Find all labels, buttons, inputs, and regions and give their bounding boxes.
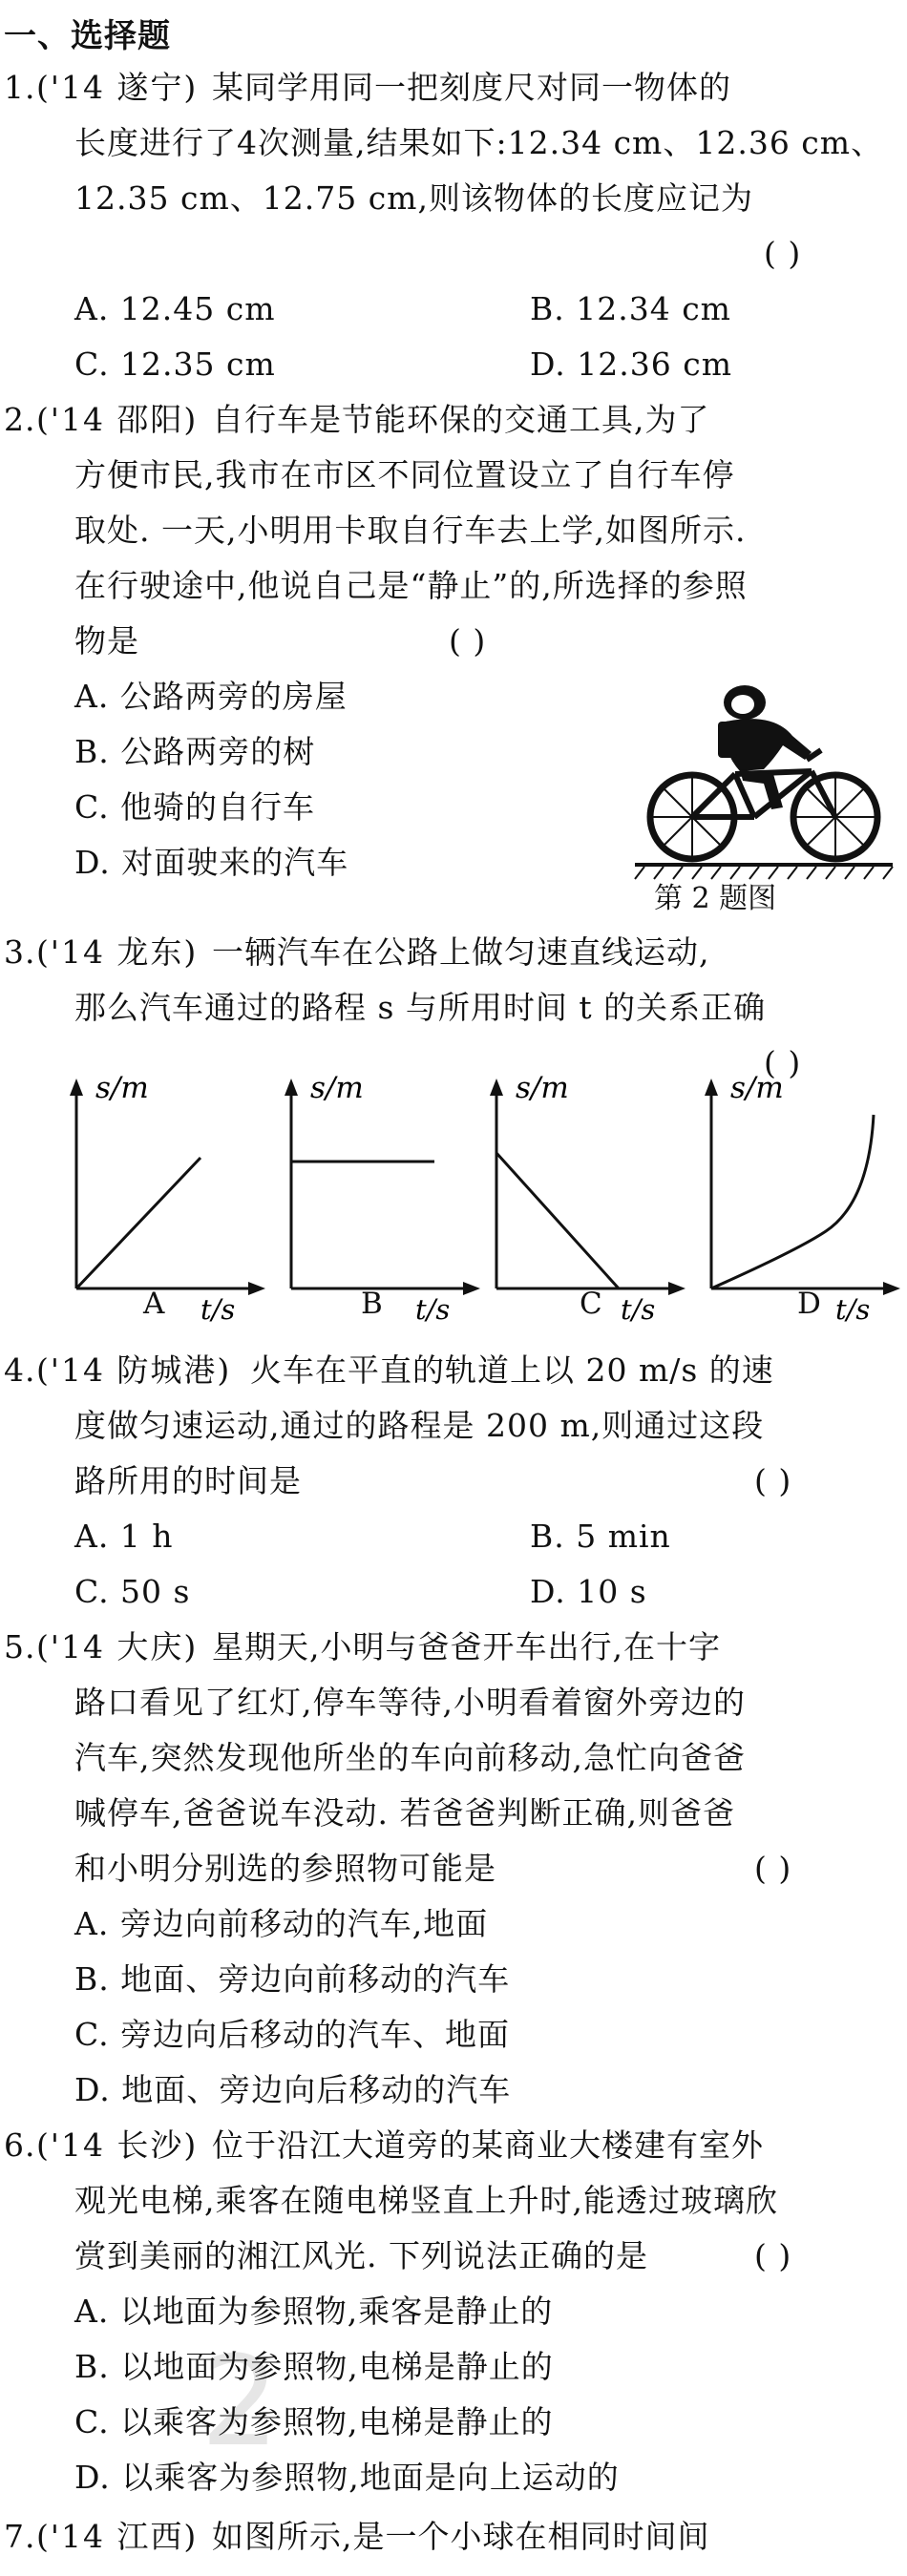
q3-graph-label-c[interactable]: C <box>580 1287 602 1321</box>
q7-text-1: 如图所示,是一个小球在相同时间间 <box>212 2518 710 2555</box>
q4-text-3: 路所用的时间是 <box>74 1462 302 1499</box>
page: 一、选择题 1. ('14 遂宁) 某同学用同一把刻度尺对同一物体的 长度进行了4次测量,结果如下:12.34 cm、12.36 cm、 12.35 cm、12.75 cm,则该物体的长度应记为 ( ) A. 12.45 cm B. 12.34 cm C. 12.35 cm D. 12.36 cm 2. ('14 邵阳) 自行车是节能环保的交通工具,为了 方便市民,我市在市区不同位置设立了自行车停 取处. 一天,小明用卡取自行车去上学,如图所示. 在行驶途中,他说自己是“静止”的,所选择的参照 物是 ( ) A. 公路两旁的房屋 B. 公路两旁的树 C. 他骑的自行车 D. 对面驶来的汽车 第 2 题图 3. ('14 龙东) 一辆汽车在公路上做匀速直线运动, 那么汽车通过的路程 s 与所用时间 t 的关系正确 ( ) s/m t/s s/m t/s s/m t/s s/m t/s A B C D 4. ('14 防城港) 火车在平直的轨道上以 20 m/s 的速 度做匀速运动,通过的路程是 200 m,则通过这段 路所用的时间是 ( ) A. 1 h B. 5 min C. 50 s D. 10 s 5. ('14 大庆) 星期天,小明与爸爸开车出行,在十字 路口看见了红灯,停车等待,小明看着窗外旁边的 汽车,突然发现他所坐的车向前移动,急忙向爸爸 喊停车,爸爸说车没动. 若爸爸判断正确,则爸爸 和小明分别选的参照物可能是 ( ) A. 旁边向前移动的汽车,地面 B. 地面、旁边向前移动的汽车 C. 旁边向后移动的汽车、地面 D. 地面、旁边向后移动的汽车 6. ('14 长沙) 位于沿江大道旁的某商业大楼建有室外 观光电梯,乘客在随电梯竖直上升时,能透过玻璃欣 赏到美丽的湘江风光. 下列说法正确的是 ( ) 2 A. 以地面为参照物,乘客是静止的 B. 以地面为参照物,电梯是静止的 C. 以乘客为参照物,电梯是静止的 D. 以乘客为参照物,地面是向上运动的 7. ('14 江西) 如图所示,是一个小球在相同时间间 <box>0 0 907 2576</box>
q3-graph-c <box>477 1069 687 1326</box>
q5-text-1: 星期天,小明与爸爸开车出行,在十字 <box>212 1628 721 1665</box>
q6-text-1: 位于沿江大道旁的某商业大楼建有室外 <box>212 2126 764 2164</box>
q3-graph-a-x-label: t/s <box>200 1293 236 1326</box>
q3-text-1: 一辆汽车在公路上做匀速直线运动, <box>212 933 710 971</box>
q5-number: 5. <box>4 1628 36 1665</box>
q5-option-b[interactable]: B. 地面、旁边向前移动的汽车 <box>74 1960 511 1998</box>
q3-graph-b <box>272 1069 482 1326</box>
q2-source: ('14 邵阳) <box>36 401 199 438</box>
q1-text-1: 某同学用同一把刻度尺对同一物体的 <box>212 69 731 106</box>
q2-option-b[interactable]: B. 公路两旁的树 <box>74 733 316 770</box>
bicycle-rider-figure <box>630 683 897 884</box>
q3-graph-a <box>57 1069 267 1326</box>
q1-answer-bracket[interactable]: ( ) <box>764 235 802 272</box>
q4-option-a[interactable]: A. 1 h <box>74 1518 174 1555</box>
q3-number: 3. <box>4 933 36 971</box>
q2-option-c[interactable]: C. 他骑的自行车 <box>74 788 316 826</box>
q3-graph-d-x-label: t/s <box>835 1293 871 1326</box>
q5-source: ('14 大庆) <box>36 1628 199 1665</box>
q2-figure-caption: 第 2 题图 <box>654 882 777 915</box>
q4-option-c[interactable]: C. 50 s <box>74 1573 191 1610</box>
q5-text-4: 喊停车,爸爸说车没动. 若爸爸判断正确,则爸爸 <box>74 1794 735 1832</box>
q3-graph-d <box>692 1069 902 1326</box>
q3-source: ('14 龙东) <box>36 933 199 971</box>
q3-graph-c-x-label: t/s <box>621 1293 656 1326</box>
q1-text-3: 12.35 cm、12.75 cm,则该物体的长度应记为 <box>74 179 753 217</box>
q2-text-2: 方便市民,我市在市区不同位置设立了自行车停 <box>74 456 735 493</box>
q2-option-a[interactable]: A. 公路两旁的房屋 <box>74 678 348 715</box>
q6-option-b[interactable]: B. 以地面为参照物,电梯是静止的 <box>74 2348 554 2385</box>
q6-option-d[interactable]: D. 以乘客为参照物,地面是向上运动的 <box>74 2459 620 2496</box>
q3-graph-label-b[interactable]: B <box>361 1287 383 1321</box>
q3-text-2: 那么汽车通过的路程 s 与所用时间 t 的关系正确 <box>74 989 767 1026</box>
q5-answer-bracket[interactable]: ( ) <box>754 1850 792 1887</box>
q6-option-a[interactable]: A. 以地面为参照物,乘客是静止的 <box>74 2293 554 2330</box>
q4-number: 4. <box>4 1351 36 1389</box>
q4-option-d[interactable]: D. 10 s <box>530 1573 647 1610</box>
q6-text-2: 观光电梯,乘客在随电梯竖直上升时,能透过玻璃欣 <box>74 2182 778 2219</box>
q6-number: 6. <box>4 2126 36 2164</box>
q3-graph-label-a[interactable]: A <box>143 1287 165 1321</box>
q7-number: 7. <box>4 2518 36 2555</box>
q1-text-2: 长度进行了4次测量,结果如下:12.34 cm、12.36 cm、 <box>74 124 884 161</box>
q5-option-a[interactable]: A. 旁边向前移动的汽车,地面 <box>74 1905 489 1942</box>
q1-number: 1. <box>4 69 36 106</box>
q5-text-3: 汽车,突然发现他所坐的车向前移动,急忙向爸爸 <box>74 1739 746 1776</box>
q3-graph-b-y-label: s/m <box>310 1071 364 1105</box>
q3-graph-c-y-label: s/m <box>516 1071 569 1105</box>
q3-answer-bracket[interactable]: ( ) <box>764 1044 802 1081</box>
q2-answer-bracket[interactable]: ( ) <box>449 622 487 660</box>
q5-text-5: 和小明分别选的参照物可能是 <box>74 1850 496 1887</box>
q2-text-1: 自行车是节能环保的交通工具,为了 <box>212 401 710 438</box>
q2-text-5: 物是 <box>74 622 139 660</box>
q3-graph-d-y-label: s/m <box>730 1071 784 1105</box>
q2-text-3: 取处. 一天,小明用卡取自行车去上学,如图所示. <box>74 512 747 549</box>
q3-graph-label-d[interactable]: D <box>797 1287 821 1321</box>
q1-option-a[interactable]: A. 12.45 cm <box>74 290 276 327</box>
q1-option-d[interactable]: D. 12.36 cm <box>530 346 732 383</box>
q6-option-c[interactable]: C. 以乘客为参照物,电梯是静止的 <box>74 2403 554 2440</box>
q6-text-3: 赏到美丽的湘江风光. 下列说法正确的是 <box>74 2237 648 2274</box>
q4-option-b[interactable]: B. 5 min <box>530 1518 671 1555</box>
q4-text-2: 度做匀速运动,通过的路程是 200 m,则通过这段 <box>74 1407 765 1444</box>
q3-graph-a-y-label: s/m <box>95 1071 149 1105</box>
q2-option-d[interactable]: D. 对面驶来的汽车 <box>74 844 349 881</box>
q4-source: ('14 防城港) <box>36 1351 232 1389</box>
q5-text-2: 路口看见了红灯,停车等待,小明看着窗外旁边的 <box>74 1684 746 1721</box>
q6-answer-bracket[interactable]: ( ) <box>754 2237 792 2274</box>
q4-answer-bracket[interactable]: ( ) <box>754 1462 792 1499</box>
q2-number: 2. <box>4 401 36 438</box>
q1-option-b[interactable]: B. 12.34 cm <box>530 290 731 327</box>
q2-text-4: 在行驶途中,他说自己是“静止”的,所选择的参照 <box>74 567 748 604</box>
q6-source: ('14 长沙) <box>36 2126 199 2164</box>
q4-text-1: 火车在平直的轨道上以 20 m/s 的速 <box>250 1351 774 1389</box>
q5-option-d[interactable]: D. 地面、旁边向后移动的汽车 <box>74 2071 512 2108</box>
q3-graph-b-x-label: t/s <box>415 1293 451 1326</box>
q1-option-c[interactable]: C. 12.35 cm <box>74 346 276 383</box>
q5-option-c[interactable]: C. 旁边向后移动的汽车、地面 <box>74 2016 511 2053</box>
q7-source: ('14 江西) <box>36 2518 199 2555</box>
q1-source: ('14 遂宁) <box>36 69 199 106</box>
page-watermark: 2 <box>200 2329 280 2474</box>
